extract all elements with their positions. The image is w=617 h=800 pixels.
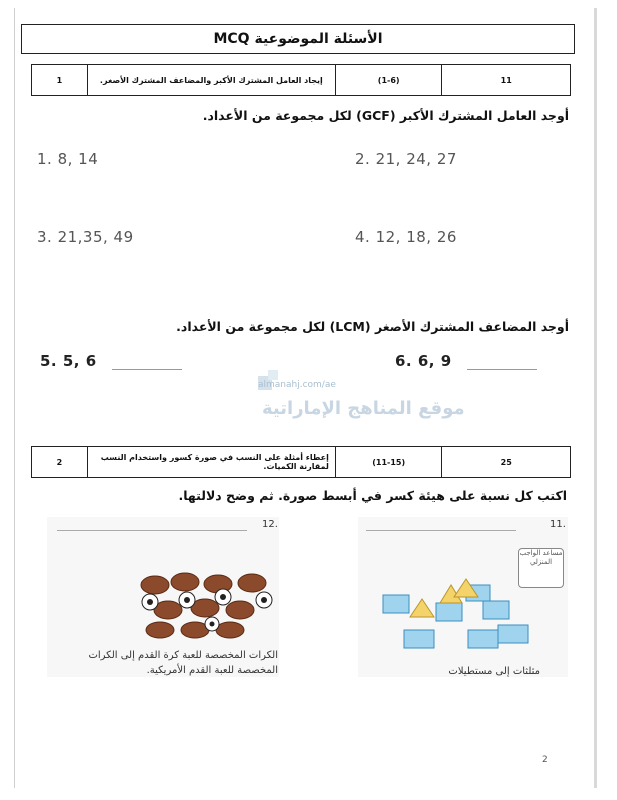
- answer-line: [366, 530, 516, 531]
- gcf-problem-2: 2. 21, 24, 27: [355, 150, 457, 168]
- objective-number: 2: [32, 447, 88, 477]
- gcf-problem-1: 1. 8, 14: [37, 150, 99, 168]
- balls-illustration: [140, 570, 280, 640]
- gcf-problem-3: 3. 21,35, 49: [37, 228, 134, 246]
- answer-line: [467, 369, 537, 370]
- shapes-illustration: [380, 575, 530, 655]
- page-number: 2: [542, 755, 548, 765]
- answer-line: [112, 369, 182, 370]
- question-11-caption: مثلثات إلى مستطيلات: [448, 666, 540, 677]
- ratio-heading: اكتب كل نسبة على هيئة كسر في أبسط صورة. ثم وضح دلالتها.: [178, 488, 567, 503]
- lcm-problem-6: [395, 352, 537, 370]
- watermark-url: almanahj.com/ae: [258, 380, 336, 390]
- lcm-heading: أوجد المضاعف المشترك الأصغر (LCM) لكل مجموعة من الأعداد.: [176, 319, 569, 334]
- objective-description: إعطاء أمثلة على النسب في صورة كسور واستخدام النسب لمقارنة الكميات.: [88, 447, 336, 477]
- gcf-problem-4: 4. 12, 18, 26: [355, 228, 457, 246]
- objective-page: 25: [500, 457, 512, 467]
- answer-line: [57, 530, 247, 531]
- lcm-problem-5: [40, 352, 182, 370]
- question-11-label: 11.: [550, 519, 566, 530]
- homework-helper-tag: مساعد الواجب المنزلي: [518, 548, 564, 588]
- gcf-heading: أوجد العامل المشترك الأكبر (GCF) لكل مجموعة من الأعداد.: [202, 108, 569, 123]
- objective-page: 11: [500, 75, 512, 85]
- question-12-label: 12.: [262, 519, 278, 530]
- objective-row-2: [31, 446, 571, 478]
- lcm-problem-5-text: 5. 5, 6: [40, 352, 97, 370]
- watermark-brand: موقع المناهج الإماراتية: [262, 398, 465, 419]
- objective-number: 1: [32, 65, 88, 95]
- question-12-caption: الكرات المخصصة للعبة كرة القدم إلى الكرات المخصصة للعبة القدم الأمريكية.: [88, 650, 278, 676]
- objective-description: إيجاد العامل المشترك الأكبر والمضاعف المشترك الأصغر.: [88, 65, 336, 95]
- objective-row-1: [31, 64, 571, 96]
- page-title: الأسئلة الموضوعية MCQ: [21, 24, 575, 54]
- objective-range: (1-6): [336, 65, 443, 95]
- lcm-problem-6-text: 6. 6, 9: [395, 352, 452, 370]
- objective-range: (11-15): [336, 447, 443, 477]
